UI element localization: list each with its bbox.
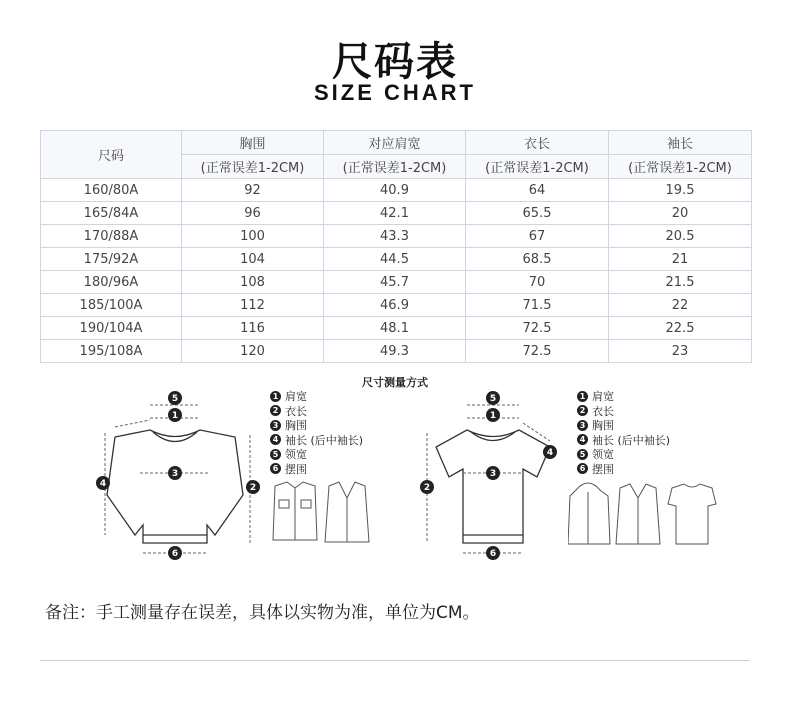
- svg-text:3: 3: [489, 469, 497, 479]
- table-row: [41, 202, 752, 225]
- size-header: 尺码: [41, 131, 182, 179]
- col-subheader: (正常误差1-2CM): [324, 155, 466, 179]
- value-cell: 46.9: [324, 294, 466, 317]
- value-cell: 48.1: [324, 317, 466, 340]
- size-cell: 170/88A: [41, 225, 182, 248]
- footnote: 备注：手工测量存在误差，具体以实物为准，单位为CM。: [45, 603, 480, 623]
- table-row: [41, 271, 752, 294]
- value-cell: 19.5: [609, 179, 752, 202]
- value-cell: 68.5: [466, 248, 609, 271]
- value-cell: 67: [466, 225, 609, 248]
- legend-item: 4 袖长 (后中袖长): [577, 433, 670, 448]
- size-cell: 185/100A: [41, 294, 182, 317]
- legend-item: 2 衣长: [270, 404, 363, 419]
- value-cell: 23: [609, 340, 752, 363]
- value-cell: 116: [182, 317, 324, 340]
- value-cell: 108: [182, 271, 324, 294]
- value-cell: 71.5: [466, 294, 609, 317]
- value-cell: 120: [182, 340, 324, 363]
- size-cell: 190/104A: [41, 317, 182, 340]
- col-subheader: (正常误差1-2CM): [609, 155, 752, 179]
- table-row: [41, 294, 752, 317]
- value-cell: 44.5: [324, 248, 466, 271]
- size-table: [40, 130, 752, 363]
- value-cell: 112: [182, 294, 324, 317]
- legend-item: 3 胸围: [270, 418, 363, 433]
- value-cell: 92: [182, 179, 324, 202]
- svg-text:6: 6: [171, 549, 179, 559]
- size-cell: 180/96A: [41, 271, 182, 294]
- col-subheader: (正常误差1-2CM): [466, 155, 609, 179]
- value-cell: 70: [466, 271, 609, 294]
- table-row: [41, 340, 752, 363]
- value-cell: 40.9: [324, 179, 466, 202]
- legend-item: 1 肩宽: [270, 389, 363, 404]
- value-cell: 72.5: [466, 317, 609, 340]
- value-cell: 65.5: [466, 202, 609, 225]
- table-row: [41, 317, 752, 340]
- table-row: [41, 179, 752, 202]
- col-header: 对应肩宽: [324, 131, 466, 155]
- svg-text:1: 1: [489, 411, 497, 421]
- legend-left: [270, 389, 363, 476]
- page-title: 尺码表: [332, 39, 458, 85]
- legend-item: 5 领宽: [577, 447, 670, 462]
- legend-item: 4 袖长 (后中袖长): [270, 433, 363, 448]
- col-subheader: (正常误差1-2CM): [182, 155, 324, 179]
- divider: [40, 660, 750, 661]
- svg-text:5: 5: [489, 394, 497, 404]
- page-subtitle: SIZE CHART: [314, 80, 476, 105]
- legend-item: 1 肩宽: [577, 389, 670, 404]
- value-cell: 100: [182, 225, 324, 248]
- value-cell: 72.5: [466, 340, 609, 363]
- value-cell: 104: [182, 248, 324, 271]
- table-header-row: [41, 131, 752, 155]
- svg-text:3: 3: [171, 469, 179, 479]
- value-cell: 21: [609, 248, 752, 271]
- svg-text:1: 1: [171, 411, 179, 421]
- value-cell: 43.3: [324, 225, 466, 248]
- size-cell: 195/108A: [41, 340, 182, 363]
- col-header: 衣长: [466, 131, 609, 155]
- svg-text:2: 2: [249, 483, 257, 493]
- value-cell: 64: [466, 179, 609, 202]
- value-cell: 22: [609, 294, 752, 317]
- value-cell: 21.5: [609, 271, 752, 294]
- sweater-diagram: [95, 385, 265, 570]
- value-cell: 22.5: [609, 317, 752, 340]
- legend-item: 2 衣长: [577, 404, 670, 419]
- value-cell: 45.7: [324, 271, 466, 294]
- legend-right: [577, 389, 670, 476]
- legend-item: 6 摆围: [270, 462, 363, 477]
- legend-item: 6 摆围: [577, 462, 670, 477]
- jacket-sketches: [265, 478, 375, 548]
- value-cell: 20: [609, 202, 752, 225]
- size-cell: 175/92A: [41, 248, 182, 271]
- size-cell: 160/80A: [41, 179, 182, 202]
- table-row: [41, 248, 752, 271]
- svg-text:4: 4: [546, 448, 554, 458]
- svg-text:4: 4: [99, 479, 107, 489]
- value-cell: 96: [182, 202, 324, 225]
- svg-text:6: 6: [489, 549, 497, 559]
- legend-item: 3 胸围: [577, 418, 670, 433]
- svg-text:2: 2: [423, 483, 431, 493]
- value-cell: 20.5: [609, 225, 752, 248]
- col-header: 胸围: [182, 131, 324, 155]
- svg-text:5: 5: [171, 394, 179, 404]
- measure-title: 尺寸测量方式: [362, 376, 428, 389]
- table-row: [41, 225, 752, 248]
- legend-item: 5 领宽: [270, 447, 363, 462]
- tshirt-diagram: [405, 385, 565, 570]
- value-cell: 42.1: [324, 202, 466, 225]
- hoodie-cardigan-tshirt-sketches: [568, 478, 718, 550]
- value-cell: 49.3: [324, 340, 466, 363]
- col-header: 袖长: [609, 131, 752, 155]
- size-cell: 165/84A: [41, 202, 182, 225]
